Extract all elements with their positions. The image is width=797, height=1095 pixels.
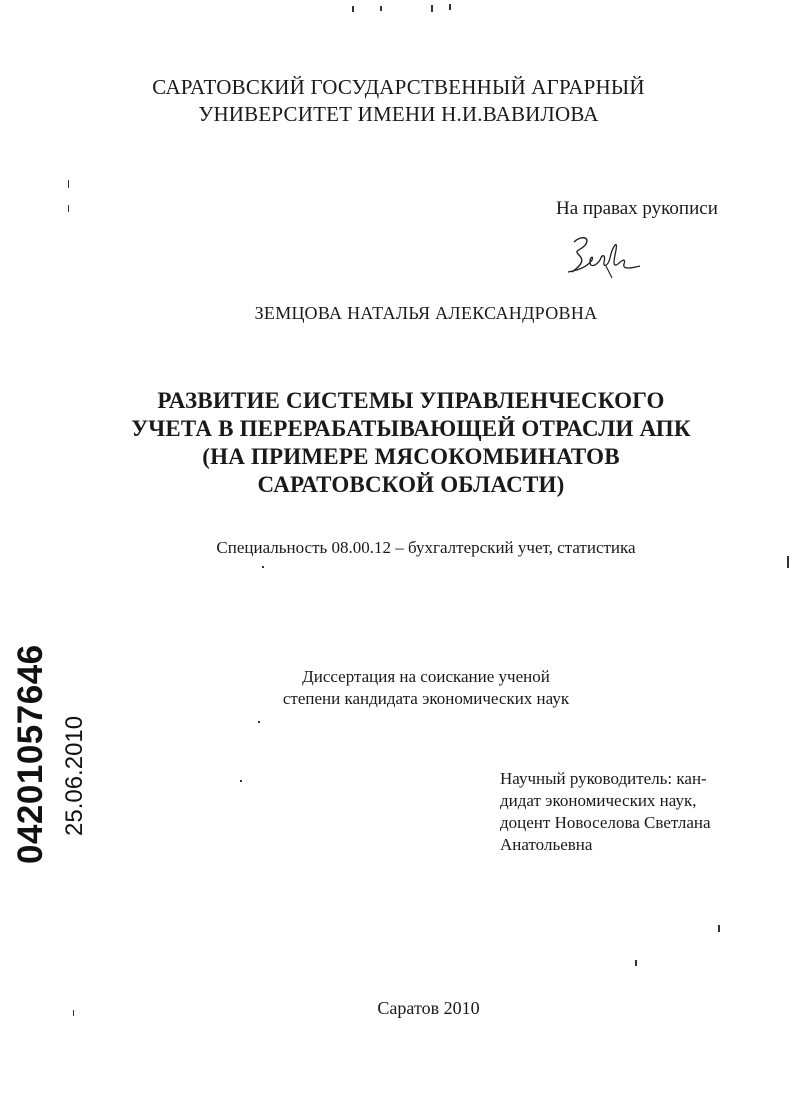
author-name: ЗЕМЦОВА НАТАЛЬЯ АЛЕКСАНДРОВНА [254, 303, 598, 323]
supervisor-line-2: дидат экономических наук, [500, 791, 697, 810]
title-line-3: (НА ПРИМЕРЕ МЯСОКОМБИНАТОВ [202, 444, 620, 469]
scan-speck [449, 4, 451, 10]
scan-speck [240, 780, 242, 782]
scan-speck [352, 6, 354, 12]
title-line-4: САРАТОВСКОЙ ОБЛАСТИ) [257, 472, 565, 497]
degree-statement [0, 666, 797, 710]
supervisor-line-4: Анатольевна [500, 835, 593, 854]
dissertation-title [0, 387, 797, 499]
title-line-2: УЧЕТА В ПЕРЕРАБАТЫВАЮЩЕЙ ОТРАСЛИ АПК [131, 416, 691, 441]
scan-speck [73, 1010, 74, 1016]
university-name [0, 74, 797, 128]
scan-speck [68, 205, 69, 212]
scan-speck [380, 6, 382, 11]
university-name-line-1: САРАТОВСКИЙ ГОСУДАРСТВЕННЫЙ АГРАРНЫЙ [152, 75, 645, 99]
scan-speck [431, 5, 433, 12]
city-year: Саратов 2010 [377, 998, 480, 1018]
supervisor-block [500, 768, 711, 856]
degree-statement-line-1: Диссертация на соискание ученой [302, 667, 550, 686]
supervisor-line-1: Научный руководитель: кан- [500, 769, 707, 788]
scan-speck [68, 180, 69, 188]
university-name-line-2: УНИВЕРСИТЕТ ИМЕНИ Н.И.ВАВИЛОВА [198, 102, 599, 126]
manuscript-note: На правах рукописи [556, 198, 718, 219]
supervisor-line-3: доцент Новоселова Светлана [500, 813, 711, 832]
scan-speck [787, 556, 789, 568]
scan-speck [635, 960, 637, 966]
scan-speck [718, 925, 720, 932]
scan-speck [262, 566, 264, 568]
scan-speck [258, 721, 260, 723]
specialty: Специальность 08.00.12 – бухгалтерский учет, статистика [216, 538, 636, 557]
library-stamp-code: 04201057646 [11, 644, 50, 864]
author-signature [560, 228, 650, 284]
degree-statement-line-2: степени кандидата экономических наук [282, 689, 570, 708]
library-stamp-date: 25.06.2010 [61, 715, 88, 836]
title-line-1: РАЗВИТИЕ СИСТЕМЫ УПРАВЛЕНЧЕСКОГО [157, 388, 665, 413]
